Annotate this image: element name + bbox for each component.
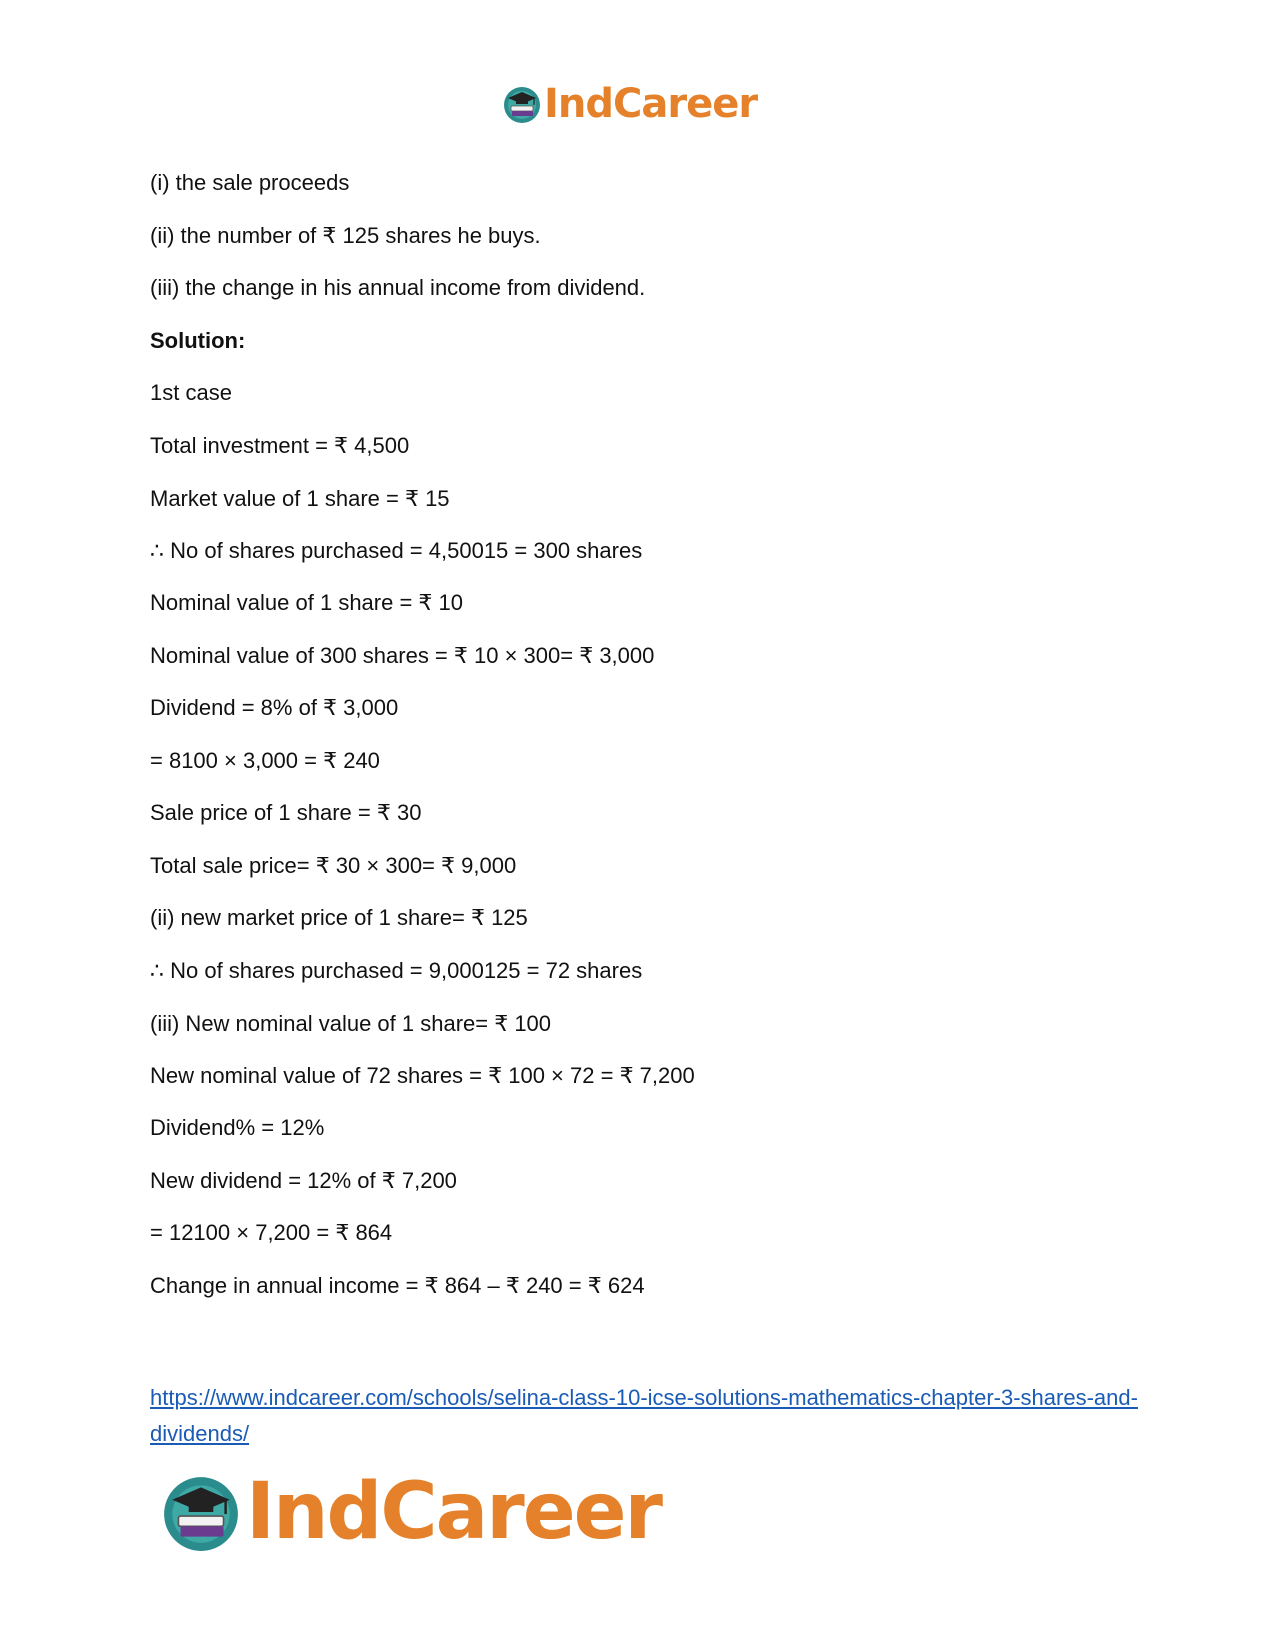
footer-logo — [160, 1467, 661, 1557]
text-line: (iii) the change in his annual income from dividend. — [150, 275, 646, 300]
text-line: 1st case — [150, 380, 232, 405]
text-line: ∴ No of shares purchased = 9,000125 = 72 shares — [150, 958, 643, 983]
text-line: Change in annual income = ₹ 864 – ₹ 240 = ₹ 624 — [150, 1273, 645, 1298]
text-line: Nominal value of 1 share = ₹ 10 — [150, 590, 464, 615]
text-line: (i) the sale proceeds — [150, 170, 350, 195]
text-line: = 8100 × 3,000 = ₹ 240 — [150, 748, 380, 773]
text-line: Sale price of 1 share = ₹ 30 — [150, 800, 422, 825]
graduation-cap-books-icon — [160, 1471, 242, 1553]
text-line: (ii) the number of ₹ 125 shares he buys. — [150, 223, 541, 248]
text-line: Dividend = 8% of ₹ 3,000 — [150, 695, 399, 720]
text-line: Nominal value of 300 shares = ₹ 10 × 300= ₹ 3,000 — [150, 643, 655, 668]
graduation-cap-books-icon — [502, 84, 542, 124]
text-line: New nominal value of 72 shares = ₹ 100 × 72 = ₹ 7,200 — [150, 1063, 695, 1088]
logo-text: IndCareer — [246, 1467, 661, 1557]
source-link[interactable]: https://www.indcareer.com/schools/selina-class-10-icse-solutions-mathematics-chapter-3-shares-and-dividends/ — [150, 1385, 1138, 1446]
text-line: Dividend% = 12% — [150, 1115, 325, 1140]
text-line: = 12100 × 7,200 = ₹ 864 — [150, 1220, 393, 1245]
solution-heading: Solution: — [150, 328, 246, 353]
text-line: Market value of 1 share = ₹ 15 — [150, 486, 450, 511]
text-line: ∴ No of shares purchased = 4,50015 = 300 shares — [150, 538, 643, 563]
text-line: New dividend = 12% of ₹ 7,200 — [150, 1168, 457, 1193]
text-line: Total sale price= ₹ 30 × 300= ₹ 9,000 — [150, 853, 517, 878]
text-line: (iii) New nominal value of 1 share= ₹ 100 — [150, 1011, 552, 1036]
text-line: Total investment = ₹ 4,500 — [150, 433, 410, 458]
logo-text: IndCareer — [544, 81, 758, 127]
text-line: (ii) new market price of 1 share= ₹ 125 — [150, 905, 528, 930]
header-logo — [502, 80, 757, 128]
